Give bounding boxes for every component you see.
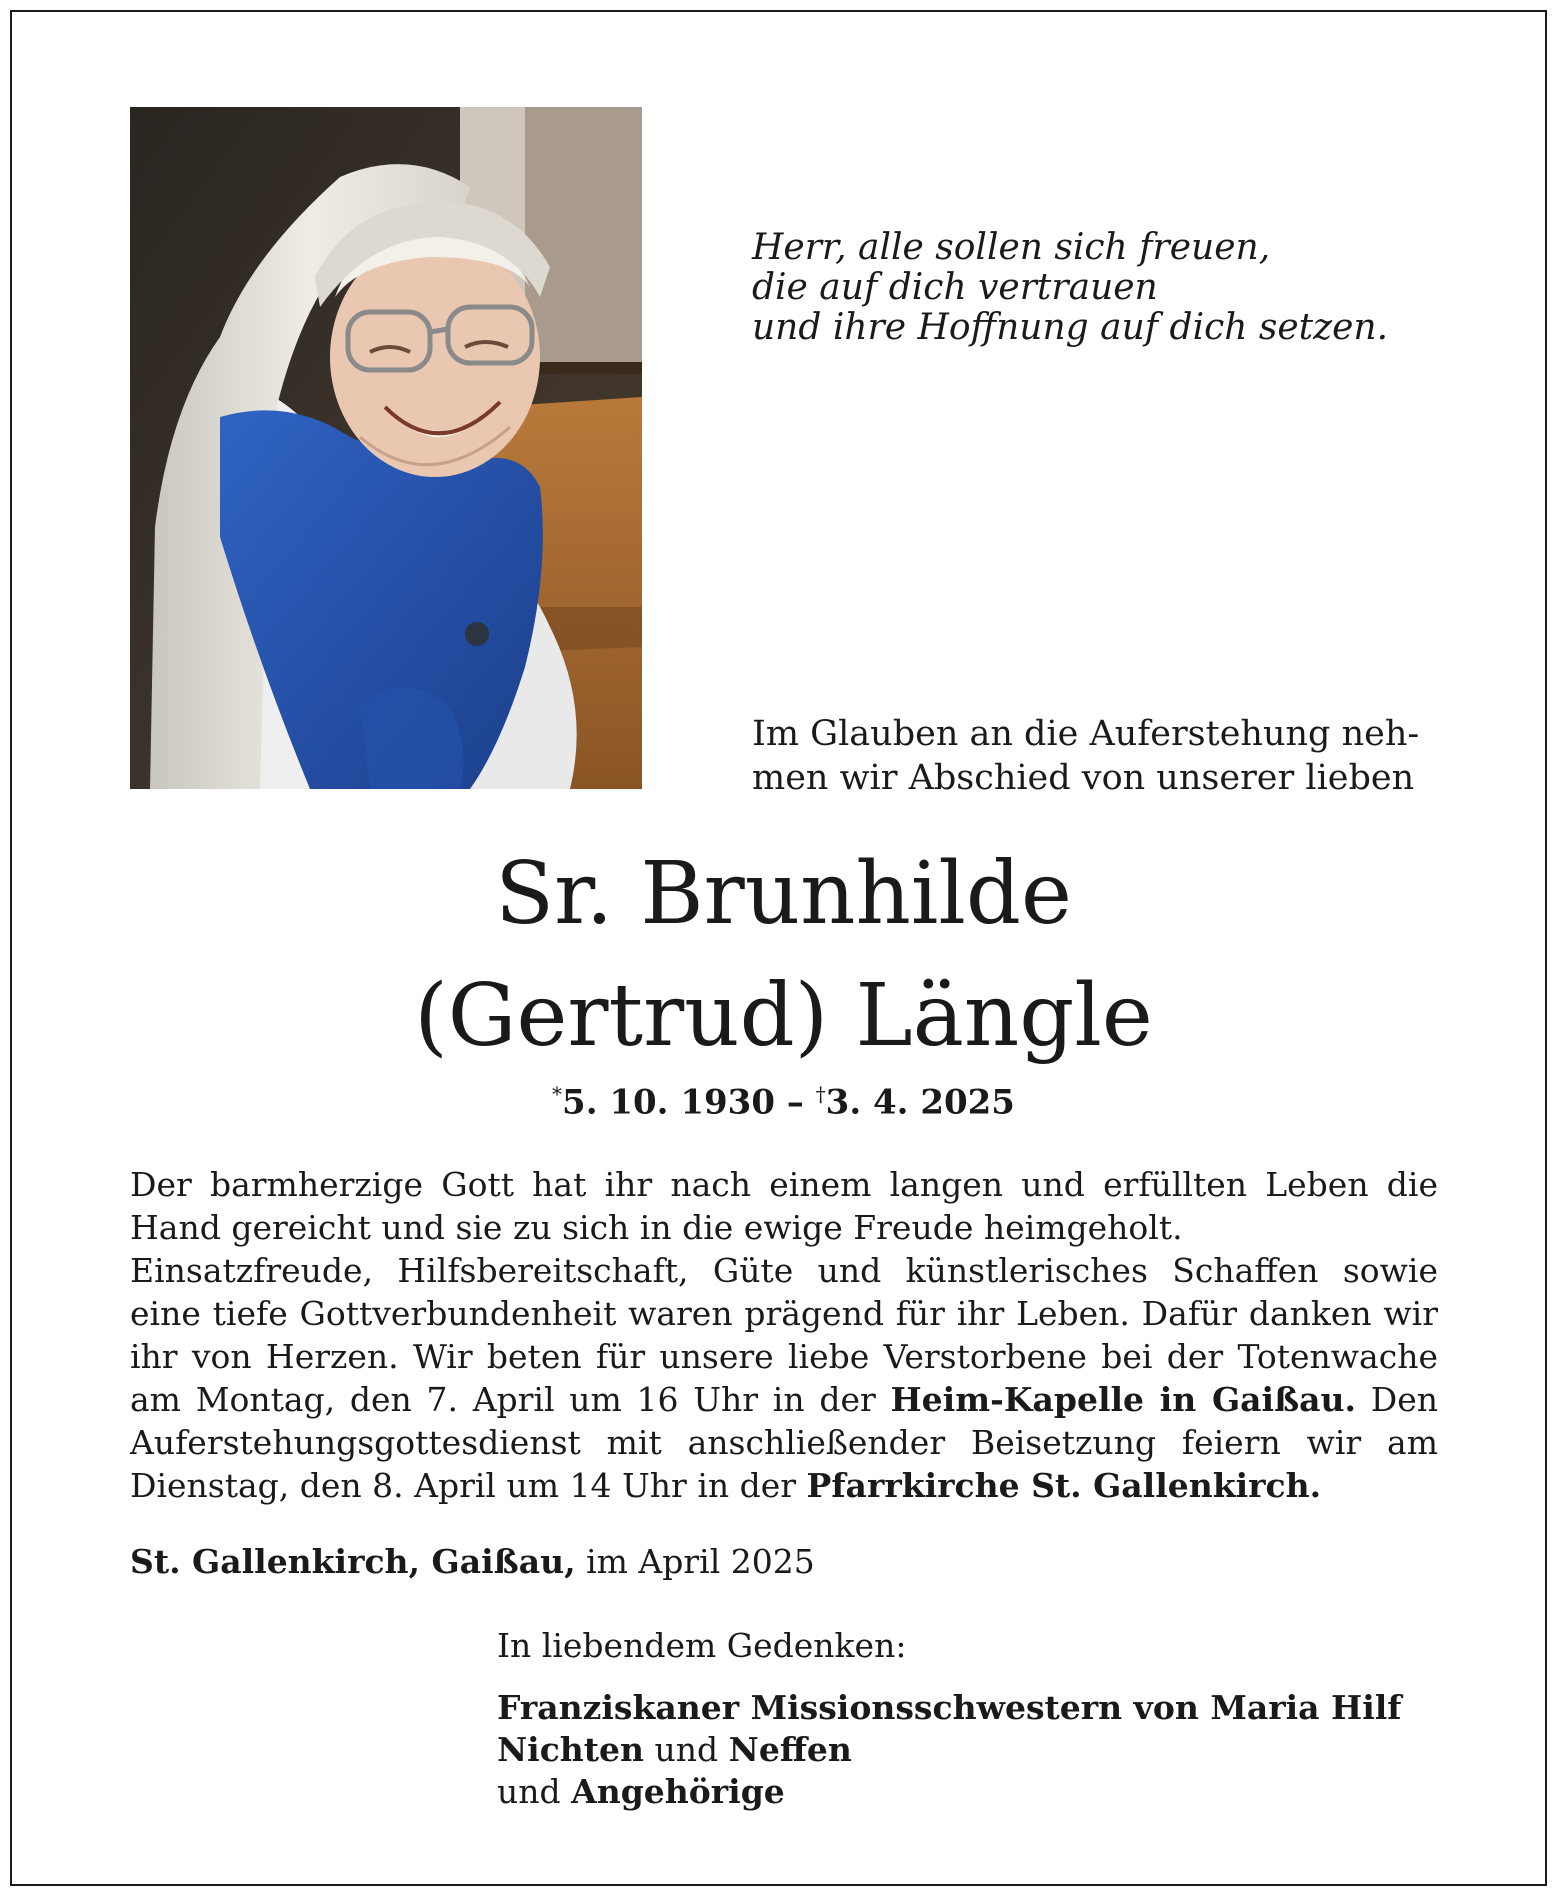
death-cross-symbol: †: [815, 1082, 826, 1106]
body-line: ihr von Herzen. Wir beten für unsere liebe Verstorbene bei der Totenwache: [130, 1337, 1438, 1376]
bible-verse: [752, 228, 1472, 348]
verse-line: die auf dich vertrauen: [752, 267, 1158, 308]
portrait-image: [130, 107, 642, 789]
body-line: Auferstehungsgottesdienst mit anschließender Beisetzung feiern wir am: [130, 1423, 1438, 1462]
mourner-line: [497, 1771, 1447, 1813]
intro-line: Im Glauben an die Auferstehung neh-: [752, 714, 1420, 754]
body-line: [130, 1378, 1438, 1421]
date-separator: –: [774, 1082, 816, 1123]
wake-location: Heim-Kapelle in Gaißau.: [890, 1380, 1357, 1419]
portrait-photo: [130, 107, 642, 789]
body-line: Der barmherzige Gott hat ihr nach einem langen und erfüllten Leben die: [130, 1165, 1438, 1204]
birth-date: 5. 10. 1930: [562, 1082, 775, 1123]
death-date: 3. 4. 2025: [825, 1082, 1015, 1123]
deceased-name-line-1: Sr. Brunhilde: [495, 844, 1072, 944]
mourners-block: [497, 1625, 1447, 1813]
body-line: [130, 1464, 1438, 1507]
spacer: [497, 1667, 1447, 1687]
body-line: Einsatzfreude, Hilfsbereitschaft, Güte und künstlerisches Schaffen sowie: [130, 1251, 1438, 1290]
obituary-body: [130, 1163, 1438, 1507]
issue-date: im April 2025: [575, 1542, 815, 1581]
funeral-location: Pfarrkirche St. Gallenkirch.: [806, 1466, 1322, 1505]
body-text: am Montag, den 7. April um 16 Uhr in der: [130, 1380, 891, 1419]
body-line: Hand gereicht und sie zu sich in die ewige Freude heimgeholt.: [130, 1208, 1183, 1247]
verse-line: Herr, alle sollen sich freuen,: [752, 227, 1271, 268]
mourner-line: [497, 1687, 1447, 1729]
mourner-name: Angehörige: [571, 1772, 785, 1811]
place-and-date: [130, 1540, 815, 1583]
mourner-name: Neffen: [728, 1730, 852, 1769]
mourner-name: Franziskaner Missionsschwestern von Maria Hilf: [497, 1688, 1402, 1727]
body-text: Dienstag, den 8. April um 14 Uhr in der: [130, 1466, 807, 1505]
intro-line: men wir Abschied von unserer lieben: [752, 758, 1415, 798]
life-dates: [0, 1082, 1567, 1122]
intro-text: [752, 712, 1442, 800]
deceased-name-line-2: (Gertrud) Längle: [414, 966, 1153, 1066]
place-names: St. Gallenkirch, Gaißau,: [130, 1542, 576, 1581]
mourner-line: [497, 1729, 1447, 1771]
conjunction: und: [644, 1730, 729, 1769]
body-line: eine tiefe Gottverbundenheit waren prägend für ihr Leben. Dafür danken wir: [130, 1294, 1438, 1333]
conjunction: und: [497, 1772, 572, 1811]
memory-heading: In liebendem Gedenken:: [497, 1626, 907, 1665]
verse-line: und ihre Hoffnung auf dich setzen.: [752, 307, 1389, 348]
birth-star-symbol: *: [552, 1082, 563, 1106]
body-text: Den: [1356, 1380, 1439, 1419]
mourner-name: Nichten: [497, 1730, 645, 1769]
